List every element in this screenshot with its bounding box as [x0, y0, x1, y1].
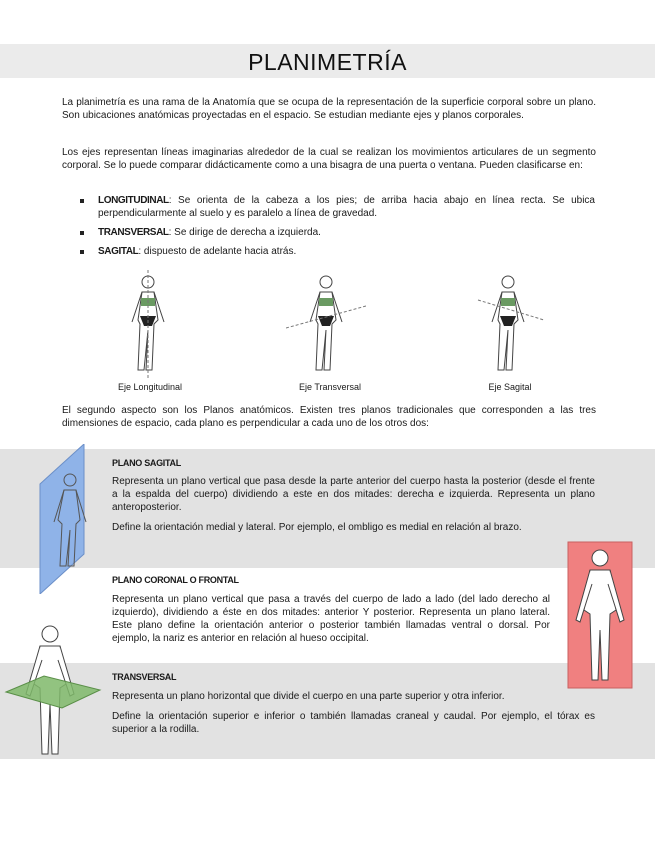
axis-term: TRANSVERSAL: [98, 227, 169, 238]
axis-term: SAGITAL: [98, 246, 139, 257]
axis-desc: : dispuesto de adelante hacia atrás.: [138, 246, 297, 257]
intro-paragraph: La planimetría es una rama de la Anatomía que se ocupa de la representación de la superficie corporal sobre un plano. Son ubicaciones anatómicas proyectadas en el espacio. Se estudian mediante ejes y planos corporales.: [62, 97, 596, 121]
bullet-icon: [80, 199, 84, 203]
longitudinal-axis-illustration: [118, 270, 178, 378]
plane-coronal-desc: Representa un plano vertical que pasa a través del cuerpo de lado a lado (del lado derecho al izquierdo), dividiendo a éste en dos mitades: anterior Y posterior. Representa un plano lateral. Este plano define la orientación anterior o posterior también llamadas ventral o dorsal. Por ejemplo, la nariz es anterior en relación al hueso occipital.: [112, 594, 550, 644]
figure-label: Eje Longitudinal: [117, 382, 183, 392]
axis-desc: : Se orienta de la cabeza a los pies; de arriba hacia abajo en línea recta. Se ubica perpendicularmente al suelo y es paralelo a línea de gravedad.: [98, 195, 595, 219]
axes-intro-paragraph: Los ejes representan líneas imaginarias alrededor de la cual se realizan los movimientos articulares de un segmento corporal. Se lo puede comparar didácticamente como a una bisagra de una puerta o ventana. Pueden clasificarse en:: [62, 147, 596, 171]
axis-term: LONGITUDINAL: [98, 195, 169, 206]
bullet-icon: [80, 250, 84, 254]
plane-transversal-desc: Representa un plano horizontal que divide el cuerpo en una parte superior y otra inferior.: [112, 691, 505, 702]
transversal-axis-illustration: [286, 270, 366, 378]
plane-transversal-title: TRANSVERSAL: [112, 672, 177, 682]
figure-label: Eje Transversal: [298, 382, 362, 392]
sagital-plane-illustration: [34, 444, 114, 594]
planes-intro-paragraph: El segundo aspecto son los Planos anatómicos. Existen tres planos tradicionales que corresponden a las tres dimensiones de espacio, cada plano es perpendicular a cada uno de los otros dos:: [62, 405, 596, 429]
coronal-plane-illustration: [564, 540, 636, 690]
plane-sagital-desc: Representa un plano vertical que pasa desde la parte anterior del cuerpo hasta la posterior (desde el frente a la espalda del cuerpo) dividiendo a este en dos mitades: derecha e izquierda. Representa un plano anteroposterior.: [112, 476, 595, 513]
bullet-icon: [80, 231, 84, 235]
sagital-axis-illustration: [470, 270, 550, 378]
transversal-plane-illustration: [4, 624, 104, 760]
plane-transversal-orientation: Define la orientación superior e inferior o también llamadas craneal y caudal. Por ejemplo, el tórax es superior a la rodilla.: [112, 711, 595, 735]
plane-sagital-title: PLANO SAGITAL: [112, 458, 181, 468]
figure-label: Eje Sagital: [488, 382, 532, 392]
axis-desc: : Se dirige de derecha a izquierda.: [168, 227, 321, 238]
plane-sagital-orientation: Define la orientación medial y lateral. Por ejemplo, el ombligo es medial en relación al brazo.: [112, 522, 522, 533]
page-title: PLANIMETRÍA: [248, 49, 407, 75]
plane-coronal-title: PLANO CORONAL O FRONTAL: [112, 575, 239, 585]
